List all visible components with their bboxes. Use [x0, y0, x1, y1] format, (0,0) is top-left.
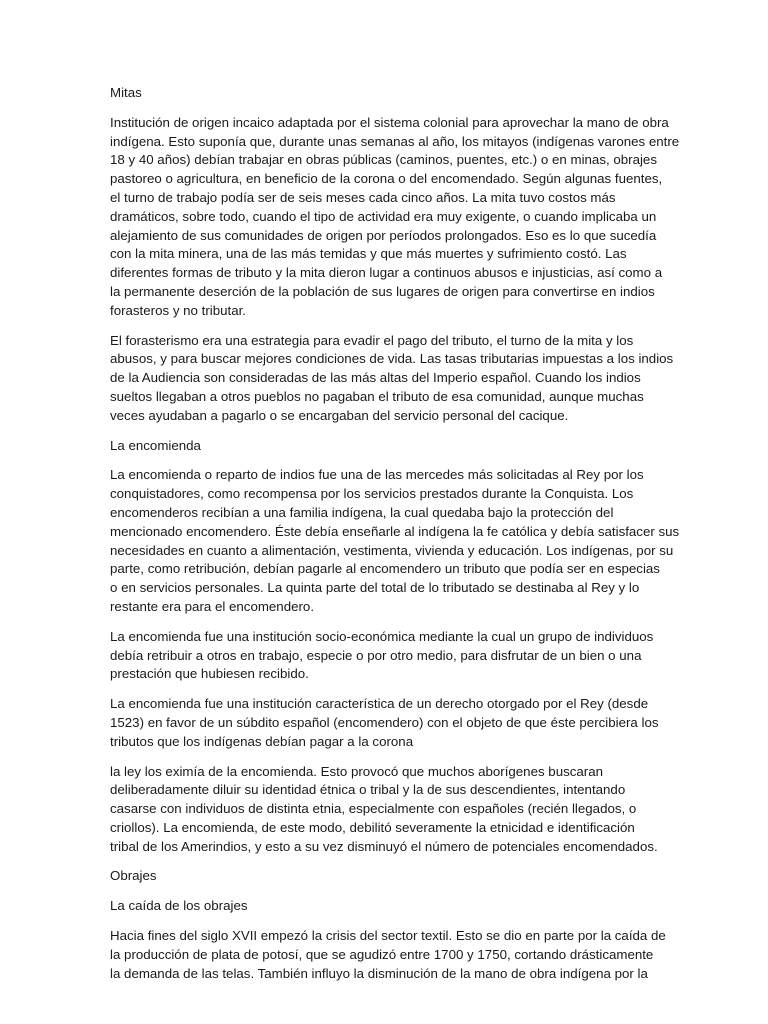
text-line: la demanda de las telas. También influyo la disminución de la mano de obra indígena por la: [110, 965, 648, 981]
text-line: encomenderos recibían a una familia indígena, la cual quedaba bajo la protección del: [110, 504, 614, 520]
text-line: dramáticos, sobre todo, cuando el tipo de actividad era muy exigente, o cuando implicaba un: [110, 208, 657, 224]
text-line: La encomienda fue una institución socio-económica mediante la cual un grupo de individuos: [110, 628, 654, 644]
text-line: abusos, y para buscar mejores condiciones de vida. Las tasas tributarias impuestas a los indios: [110, 351, 674, 367]
text-line: La caída de los obrajes: [110, 898, 248, 914]
text-line: mencionado encomendero. Éste debía enseñarle al indígena la fe católica y debía satisfacer sus: [110, 523, 680, 539]
text-line: Hacia fines del siglo XVII empezó la crisis del sector textil. Esto se dio en parte por la caída de: [110, 928, 666, 944]
body-paragraph: [110, 695, 662, 751]
text-line: la producción de plata de potosí, que se agudizó entre 1700 y 1750, cortando drásticamente: [110, 946, 654, 962]
text-line: alejamiento de sus comunidades de origen por períodos prolongados. Eso es lo que sucedía: [110, 227, 657, 243]
text-line: deliberadamente diluir su identidad étnica o tribal y la de sus descendientes, intentando: [110, 782, 626, 798]
text-line: 18 y 40 años) debían trabajar en obras públicas (caminos, puentes, etc.) o en minas, obrajes: [110, 152, 657, 168]
text-line: restante era para el encomendero.: [110, 598, 315, 614]
text-line: casarse con individuos de distinta etnia, especialmente con españoles (recién llegados, o: [110, 801, 637, 817]
text-line: necesidades en cuanto a alimentación, vestimenta, vivienda y educación. Los indígenas, por su: [110, 542, 674, 558]
body-paragraph: [110, 332, 674, 426]
text-line: El forasterismo era una estrategia para evadir el pago del tributo, el turno de la mita y los: [110, 332, 634, 348]
text-line: o en servicios personales. La quinta parte del total de lo tributado se destinaba al Rey y lo: [110, 580, 640, 596]
text-line: Mitas: [110, 85, 142, 100]
text-line: criollos). La encomienda, de este modo, debilitó severamente la etnicidad e identificación: [110, 819, 635, 835]
text-line: tribal de los Amerindios, y esto a su vez disminuyó el número de potenciales encomendados.: [110, 838, 658, 854]
text-line: la ley los eximía de la encomienda. Esto provocó que muchos aborígenes buscaran: [110, 763, 604, 779]
text-line: veces ayudaban a pagarlo o se encargaban del servicio personal del cacique.: [110, 407, 569, 423]
text-line: 1523) en favor de un súbdito español (encomendero) con el objeto de que éste percibiera los: [110, 714, 659, 730]
text-line: La encomienda fue una institución característica de un derecho otorgado por el Rey (desde: [110, 696, 649, 712]
text-line: La encomienda: [110, 437, 201, 453]
text-line: de la Audiencia son consideradas de las más altas del Imperio español. Cuando los indios: [110, 370, 641, 386]
text-line: Obrajes: [110, 868, 157, 884]
text-line: diferentes formas de tributo y la mita dieron lugar a continuos abusos e injusticias, así como a: [110, 265, 663, 281]
body-paragraph: [110, 763, 662, 857]
text-line: indígena. Esto suponía que, durante unas semanas al año, los mitayos (indígenas varones entre: [110, 133, 680, 149]
text-line: la permanente deserción de la población de sus lugares de origen para convertirse en indios: [110, 283, 655, 299]
text-line: el turno de trabajo podía ser de seis meses cada cinco años. La mita tuvo costos más: [110, 189, 616, 205]
section-heading: [110, 867, 662, 886]
body-paragraph: [110, 628, 662, 684]
text-line: Institución de origen incaico adaptada por el sistema colonial para aprovechar la mano de obra: [110, 114, 669, 130]
document-page: [110, 84, 680, 994]
section-heading: [110, 84, 662, 103]
text-line: tributos que los indígenas debían pagar a la corona: [110, 733, 414, 749]
text-line: conquistadores, como recompensa por los servicios prestados durante la Conquista. Los: [110, 486, 634, 502]
text-line: pastoreo o agricultura, en beneficio de la corona o del encomendado. Según algunas fuentes,: [110, 171, 663, 187]
body-paragraph: [110, 927, 666, 983]
text-line: debía retribuir a otros en trabajo, especie o por otro medio, para disfrutar de un bien o una: [110, 647, 642, 663]
text-line: La encomienda o reparto de indios fue una de las mercedes más solicitadas al Rey por los: [110, 467, 644, 483]
text-line: con la mita minera, una de las más temidas y que más muertes y sufrimiento costó. Las: [110, 246, 627, 262]
body-paragraph: [110, 466, 680, 616]
body-paragraph: [110, 114, 680, 321]
text-line: sueltos llegaban a otros pueblos no pagaban el tributo de esa comunidad, aunque muchas: [110, 388, 644, 404]
text-line: parte, como retribución, debían pagarle al encomendero un tributo que podía ser en especias: [110, 561, 660, 577]
section-heading: [110, 897, 662, 916]
text-line: prestación que hubiesen recibido.: [110, 666, 309, 682]
section-heading: [110, 437, 662, 456]
text-line: forasteros y no tributar.: [110, 302, 246, 318]
